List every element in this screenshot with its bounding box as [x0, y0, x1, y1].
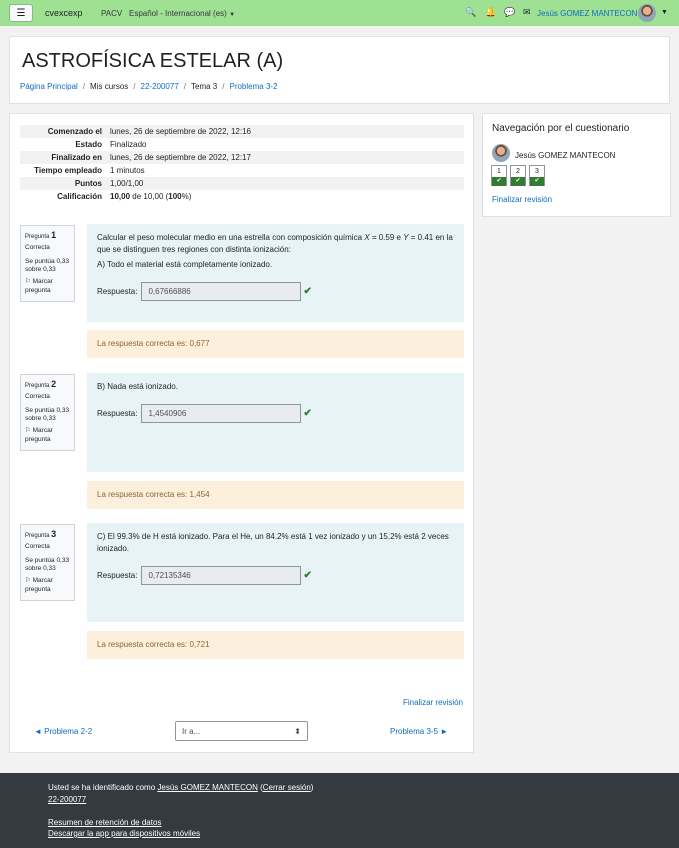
question-state: Correcta [25, 392, 50, 400]
question-text: B) Nada está ionizado. [97, 382, 178, 391]
question-state: Correcta [25, 243, 50, 251]
avatar[interactable] [638, 4, 656, 22]
chevron-down-icon: ▼ [229, 12, 236, 18]
table-row [20, 164, 464, 177]
previous-activity-link[interactable]: ◄ Problema 2-2 [34, 727, 93, 736]
summary-label: Finalizado en [51, 153, 102, 162]
table-row [20, 138, 464, 151]
question-grade: Se puntúa 0,33 sobre 0,33 [25, 556, 70, 573]
check-icon: ✔ [492, 177, 506, 186]
top-navbar [0, 0, 679, 26]
answer-label: Respuesta: [97, 408, 138, 418]
question-content-1 [87, 224, 464, 322]
page-header [9, 36, 670, 104]
question-prefix: Pregunta [25, 533, 50, 539]
summary-value: Finalizado [110, 140, 147, 149]
question-number: 2 [51, 379, 57, 389]
check-icon: ✔ [511, 177, 525, 186]
question-content-3 [87, 523, 464, 622]
check-icon: ✔ [303, 286, 312, 297]
table-row [20, 177, 464, 190]
answer-row [97, 566, 312, 585]
breadcrumb [20, 82, 278, 91]
quiz-review-region [9, 113, 474, 753]
question-prefix: Pregunta [25, 234, 50, 240]
answer-row [97, 404, 312, 423]
summary-label: Tiempo empleado [34, 166, 102, 175]
block-title: Navegación por el cuestionario [492, 123, 630, 134]
avatar [492, 144, 510, 162]
summary-value: lunes, 26 de septiembre de 2022, 12:16 [110, 127, 251, 136]
answer-label: Respuesta: [97, 570, 138, 580]
table-row [20, 190, 464, 203]
quiz-nav-number: 3 [535, 168, 539, 175]
check-icon: ✔ [530, 177, 544, 186]
breadcrumb-separator: / [183, 82, 187, 91]
summary-label: Estado [75, 140, 102, 149]
question-info-2 [20, 374, 75, 451]
quiz-nav-button-1[interactable] [491, 165, 507, 186]
flag-label: Marcar pregunta [25, 278, 53, 294]
summary-label: Calificación [57, 192, 102, 201]
question-prefix: Pregunta [25, 383, 50, 389]
breadcrumb-quiz[interactable]: Problema 3-2 [229, 82, 278, 91]
summary-label: Puntos [74, 179, 102, 188]
breadcrumb-separator: / [82, 82, 86, 91]
user-name: Jesús GOMEZ MANTECON [515, 151, 616, 160]
question-feedback-3: La respuesta correcta es: 0,721 [87, 631, 464, 659]
grade-value: 10,00 [110, 192, 131, 201]
hamburger-icon: ☰ [16, 7, 26, 19]
flag-label: Marcar pregunta [25, 577, 53, 593]
profile-link[interactable]: Jesús GOMEZ MANTECON [157, 783, 258, 792]
answer-label: Respuesta: [97, 286, 138, 296]
language-menu[interactable] [129, 9, 235, 18]
check-icon: ✔ [303, 570, 312, 581]
nav-item-pacv[interactable]: PACV [101, 9, 123, 18]
breadcrumb-course[interactable]: 22-200077 [140, 82, 179, 91]
question-number: 3 [51, 529, 57, 539]
summary-value [106, 190, 464, 203]
question-text: Calcular el peso molecular medio en una estrella con composición química X = 0.59 e Y = 0.41 en la que se distinguen tres regiones con distinta ionización: [97, 233, 453, 254]
question-grade: Se puntúa 0,33 sobre 0,33 [25, 257, 70, 274]
finish-review-link[interactable]: Finalizar revisión [402, 698, 463, 707]
user-menu-name[interactable]: Jesús GOMEZ MANTECON [537, 9, 638, 18]
quiz-nav-button-2[interactable] [510, 165, 526, 186]
attempt-summary-table [20, 125, 464, 203]
breadcrumb-separator: / [133, 82, 136, 91]
grade-percent: 100 [168, 192, 182, 201]
breadcrumb-topic: Tema 3 [191, 82, 218, 91]
site-brand[interactable]: cvexcexp [45, 8, 83, 18]
logged-in-prefix: Usted se ha identificado como [48, 783, 158, 792]
page-footer [0, 773, 679, 848]
question-number: 1 [51, 230, 57, 240]
question-subtext: A) Todo el material está completamente ionizado. [97, 260, 273, 269]
envelope-icon[interactable]: ✉ [523, 7, 531, 17]
flag-icon: ⚐ [25, 427, 31, 435]
logout-link[interactable]: Cerrar sesión [262, 783, 311, 792]
language-label: Español - Internacional (es) [129, 9, 227, 18]
breadcrumb-home[interactable]: Página Principal [20, 82, 78, 91]
table-row [20, 151, 464, 164]
summary-value: 1 minutos [110, 166, 145, 175]
page-title: ASTROFÍSICA ESTELAR (A) [22, 50, 284, 72]
finish-review-link[interactable]: Finalizar revisión [492, 195, 553, 204]
question-info-1 [20, 225, 75, 302]
summary-value: 1,00/1,00 [110, 179, 144, 188]
table-row [20, 125, 464, 138]
bell-icon[interactable]: 🔔 [485, 7, 497, 17]
logout-close: ) [310, 783, 314, 792]
flag-question-button[interactable] [25, 577, 70, 595]
quiz-nav-button-3[interactable] [529, 165, 545, 186]
quiz-navigation-block [482, 113, 671, 217]
next-activity-link[interactable]: Problema 3-5 ► [390, 727, 449, 736]
flag-question-button[interactable] [25, 278, 70, 296]
question-feedback-1: La respuesta correcta es: 0,677 [87, 330, 464, 358]
menu-button[interactable] [9, 4, 33, 22]
chevron-down-icon[interactable]: ▼ [661, 9, 668, 16]
grade-of: de 10,00 ( [130, 192, 169, 201]
breadcrumb-separator: / [222, 82, 225, 91]
flag-icon: ⚐ [25, 577, 31, 585]
question-info-3 [20, 524, 75, 601]
grade-end: %) [181, 192, 192, 201]
answer-input[interactable]: 1,4540906 [141, 404, 301, 423]
select-arrows-icon: ⬍ [294, 726, 301, 736]
summary-label: Comenzado el [47, 127, 102, 136]
check-icon: ✔ [303, 408, 312, 419]
summary-value: lunes, 26 de septiembre de 2022, 12:17 [110, 153, 251, 162]
data-retention-link[interactable]: Resumen de retención de datos [48, 818, 162, 827]
jump-to-select[interactable] [175, 721, 308, 741]
quiz-nav-number: 1 [497, 168, 501, 175]
question-state: Correcta [25, 542, 50, 550]
quiz-nav-number: 2 [516, 168, 520, 175]
question-feedback-2: La respuesta correcta es: 1,454 [87, 481, 464, 509]
mobile-app-link[interactable]: Descargar la app para dispositivos móviles [48, 829, 201, 838]
chat-icon[interactable]: 💬 [504, 7, 516, 17]
course-link[interactable]: 22-200077 [48, 795, 87, 804]
question-grade: Se puntúa 0,33 sobre 0,33 [25, 406, 70, 423]
answer-row [97, 282, 312, 301]
flag-question-button[interactable] [25, 427, 70, 445]
flag-icon: ⚐ [25, 278, 31, 286]
answer-input[interactable]: 0,67666886 [141, 282, 301, 301]
question-content-2 [87, 373, 464, 472]
breadcrumb-my-courses: Mis cursos [90, 82, 129, 91]
logged-in-info [48, 783, 313, 792]
search-icon[interactable]: 🔍 [465, 7, 477, 17]
answer-input[interactable]: 0,72135346 [141, 566, 301, 585]
logout-open: ( [257, 783, 263, 792]
flag-label: Marcar pregunta [25, 427, 53, 443]
jump-to-value: Ir a... [182, 726, 201, 736]
question-text: C) El 99.3% de H está ionizado. Para el He, un 84.2% está 1 vez ionizado y un 15.2% está 2 veces ionizado. [97, 532, 449, 553]
